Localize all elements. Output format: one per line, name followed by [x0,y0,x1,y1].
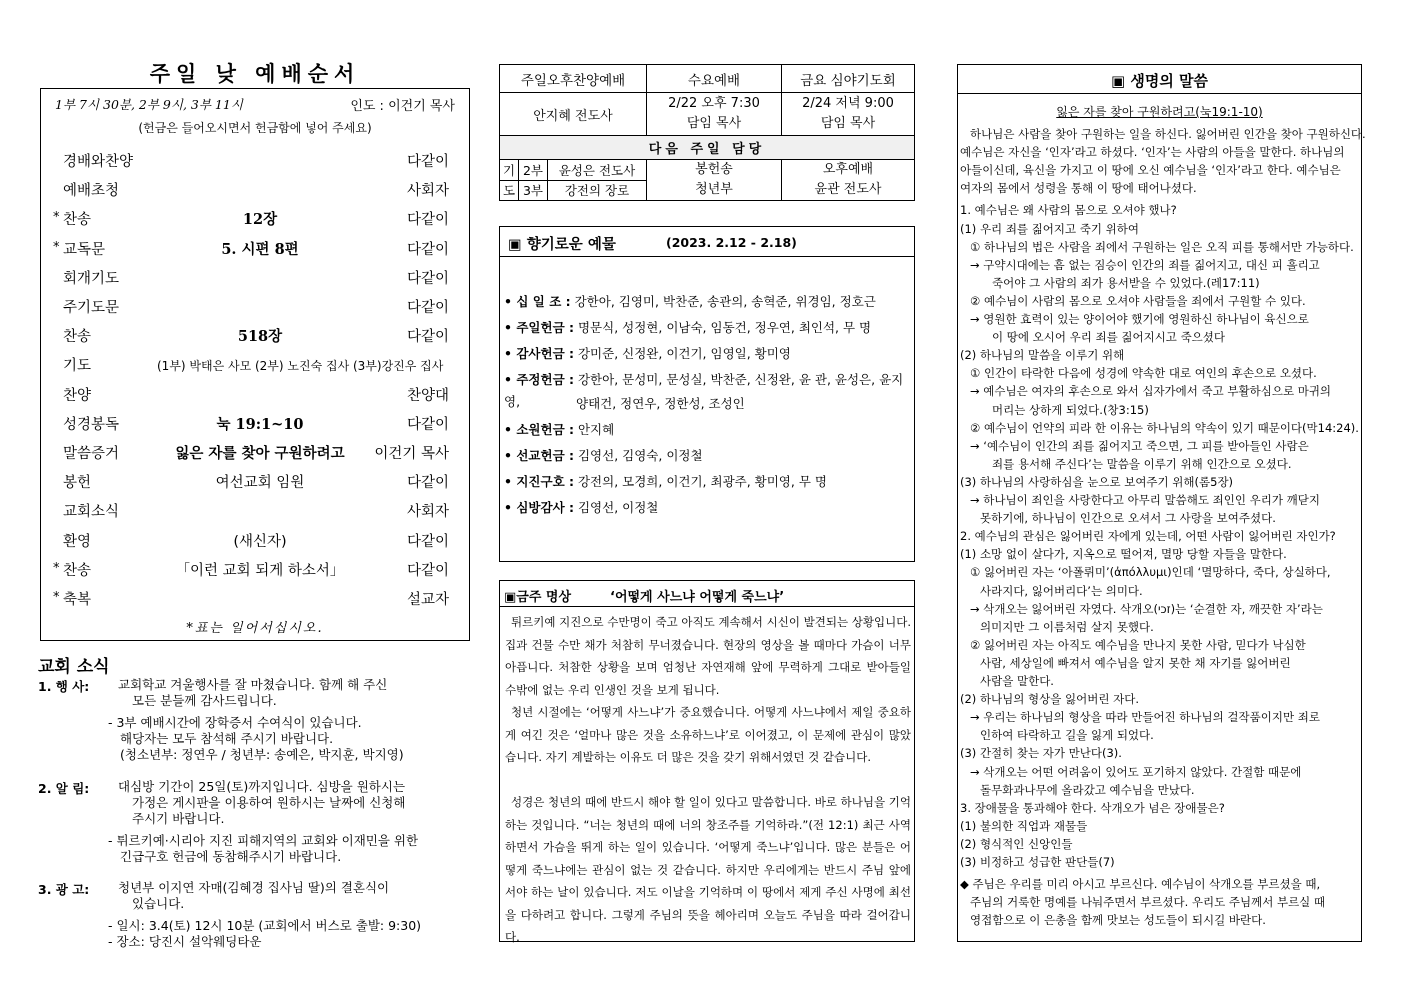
sermon-line: 죄를 용서해 주신다’는 말씀을 이루기 위해 인간으로 오셨다. [992,456,1292,471]
prayer-label-1: 기 [500,160,519,180]
order-item-performer: 다같이 [406,329,449,346]
news-sub-line: - 튀르키예·시리아 지진 피해지역의 교회와 이재민을 위한 [108,833,419,848]
order-row [49,585,453,614]
offering-label: • 감사헌금 : [504,346,574,361]
schedule-header: 금요 심야기도회 [782,65,915,93]
order-item-name: 찬양 [63,387,92,404]
offering-row [504,343,909,365]
order-item-name: 축복 [63,592,92,608]
sermon-line: ① 잃어버린 자는 ‘아폴뤼미’(ἀπόλλυμι)인데 ‘멸망하다, 죽다, 상실하다, [970,565,1331,580]
order-item-name: 봉헌 [63,475,92,492]
news-sub-line: 해당자는 모두 참석해 주시기 바랍니다. [120,731,334,746]
word-of-life-title: ▣ 생명의 말씀 [958,65,1361,94]
prayer-label-2: 도 [500,180,519,200]
order-item-detail: 518장 [237,328,283,346]
offering-names: 안지혜 [574,422,615,437]
offerings-title: ▣ 향기로운 예물 [508,237,616,253]
sermon-line: (1) 우리 죄를 짊어지고 죽기 위하여 [960,221,1139,236]
order-row [49,497,453,526]
prayer-2: 윤성은 전도사 [558,162,636,178]
sermon-line: 인하여 타락하고 길을 잃게 되었다. [980,728,1154,743]
sermon-line: 사람을 말한다. [980,674,1054,688]
order-row [49,322,453,351]
news-item-head: 1. 행 사: [38,679,90,694]
sermon-line: 사람, 세상일에 빠져서 예수님을 알지 못한 채 자기를 잃어버린 [980,655,1291,670]
stand-marker: * [53,590,60,605]
schedule-header: 주일오후찬양예배 [500,65,647,93]
offering-label: • 심방감사 : [504,500,574,515]
order-item-performer: 찬양대 [406,387,449,404]
news-item-line: 있습니다. [132,896,185,911]
order-item-performer: 이건기 목사 [374,446,449,462]
service-2: 2부 [519,160,548,180]
order-row [49,439,453,468]
order-item-performer: 다같이 [406,154,449,170]
stand-note: *표는 일어서십시오. [186,621,324,636]
order-row [49,264,453,293]
evening-worship-label: 오후예배 [822,162,874,177]
sermon-line: 아들이신데, 육신을 가지고 이 땅에 오신 예수님을 ‘인자’라고 한다. 예수님은 [960,163,1341,178]
order-row [49,381,453,410]
sermon-line: 의미지만 그 이름처럼 살지 못했다. [980,619,1154,634]
sermon-line: 예수님은 자신을 ‘인자’라고 하셨다. ‘인자’는 사람의 아들을 말한다. 하나님의 [960,145,1345,160]
evening-worship-value: 윤관 전도사 [814,182,882,197]
order-item-performer: 사회자 [406,183,449,200]
order-item-performer: 다같이 [406,416,449,433]
order-item-name: 찬송 [63,562,92,579]
order-row [49,410,453,439]
worship-order-title: 주일 낮 예배순서 [149,62,361,86]
sermon-line: 머리는 상하게 되었다.(창3:15) [992,402,1149,417]
wednesday-leader: 담임 목사 [686,116,742,131]
wednesday-time: 2/22 오후 7:30 [668,96,760,111]
offering-label: • 주일헌금 : [504,320,574,335]
word-of-life-box [957,64,1366,942]
service-3: 3부 [519,180,548,200]
sermon-line: → 삭개오는 잃어버린 자였다. 삭개오(זכי)는 ‘순결한 자, 깨끗한 자’라는 [970,601,1323,616]
order-item-performer: 다같이 [406,475,449,492]
sermon-line: → ‘예수님이 인간의 죄를 짊어지고 죽으면, 그 피를 받아들인 사람은 [970,438,1309,453]
meditation-paragraph: 성경은 청년의 때에 반드시 해야 할 일이 있다고 말씀합니다. 바로 하나님을 기억하는 것입니다. “너는 청년의 때에 너의 창조주를 기억하라.”(전 12:1) 최근 사역하면서 가슴을 뛰게 하는 일이 있습니다. ‘어떻게 죽느냐’입니다. 많은 분들은 어떻게 죽느냐에는 관심이 없는 것 같습니다. 하지만 우리에게는 반드시 주님 앞에 서야 하는 날이 있습니다. 저도 이날을 기억하며 이 땅에서 제게 주신 사명에 최선을 다하려고 합니다. 그렇게 주님의 뜻을 헤아리며 오늘도 주님을 따라 걸어갑니다. [505,795,911,944]
sermon-line: (1) 소망 없이 살다가, 지옥으로 떨어져, 멸망 당할 자들을 말한다. [960,547,1287,562]
order-row [49,147,453,176]
sermon-line: 이 땅에 오시어 우리 죄를 짊어지시고 죽으셨다 [992,330,1226,345]
offering-names: 강미준, 신정완, 이건기, 임영일, 황미영 [574,346,791,361]
offering-song-duty [647,160,782,201]
order-item-name: 주기도문 [63,300,120,316]
news-sub-line: - 일시: 3.4(토) 12시 10분 (교회에서 버스로 출발: 9:30) [108,918,422,933]
prayer-3: 강전의 장로 [548,180,647,200]
meditation-header [500,581,914,607]
meditation-box [499,580,915,942]
order-item-detail: (새신자) [233,533,287,550]
friday-prayer [782,93,915,136]
next-sunday-title: 다음 주일 담당 [500,136,915,160]
order-item-detail: 12장 [242,211,278,229]
order-item-performer: 다같이 [406,533,449,550]
sermon-line: → 예수님은 여자의 후손으로 와서 십자가에서 죽고 부활하심으로 마귀의 [970,384,1332,399]
sermon-line: 죽어야 그 사람의 죄가 용서받을 수 있었다.(레17:11) [992,275,1260,290]
offering-row [504,291,909,313]
schedule-header: 수요예배 [647,65,782,93]
news-sub-line: (청소년부: 정연우 / 청년부: 송예은, 박지훈, 박지영) [120,747,404,762]
stand-marker: * [53,239,60,255]
sermon-line: ② 예수님이 언약의 피라 한 이유는 하나님의 약속이 있기 때문이다(막14:24). [970,420,1359,435]
news-item-line: 청년부 이지연 자매(김혜경 집사님 딸)의 결혼식이 [118,880,390,895]
sermon-title: 잃은 자를 찾아 구원하려고(눅19:1-10) [1056,105,1263,119]
meditation-title: ‘어떻게 사느냐 어떻게 죽느냐’ [610,590,785,605]
news-item-line: 모든 분들께 감사드립니다. [132,693,277,708]
sermon-line: → 우리는 하나님의 형상을 따라 만들어진 하나님의 걸작품이지만 죄로 [970,710,1320,725]
sermon-line: ◆ 주님은 우리를 미리 아시고 부르신다. 예수님이 삭개오를 부르셨을 때, [960,877,1321,892]
order-item-detail: 눅 19:1~10 [216,415,304,433]
afternoon-worship-leader: 안지혜 전도사 [500,93,647,136]
news-item-head: 3. 광 고: [38,882,90,897]
order-row [49,351,453,380]
meditation-paragraph: 튀르키예 지진으로 수만명이 죽고 아직도 계속해서 시신이 발견되는 상황입니다. 집과 건물 수만 채가 처참히 무너졌습니다. 현장의 영상을 볼 때마다 가슴이 너무 아픕니다. 처참한 상황을 보며 엄청난 자연재해 앞에 무력하게 그대로 받아들일 수밖에 없는 우리 인생인 것을 보게 됩니다. [505,615,911,697]
offering-song-label: 봉헌송 [695,162,733,177]
order-item-performer: 다같이 [406,270,449,287]
order-item-name: 기도 [63,358,92,375]
order-item-name: 찬송 [63,212,92,229]
order-item-name: 찬송 [63,329,92,346]
prayer-duty [500,160,647,201]
order-row [49,235,453,264]
news-item-line: 주시기 바랍니다. [132,811,225,826]
offering-row-cont: 양태건, 정연우, 정한성, 조성인 [576,396,745,411]
sermon-line: (2) 형식적인 신앙인들 [960,836,1073,851]
offering-names: 강전의, 모경희, 이건기, 최광주, 황미영, 무 명 [574,474,827,489]
offering-names: 강한아, 김영미, 박찬준, 송관의, 송혁준, 위경임, 정호근 [570,294,876,309]
order-row [49,556,453,585]
order-item-detail: 여선교회 임원 [215,475,305,492]
offering-row [504,419,909,441]
order-item-performer: 설교자 [406,592,449,608]
sermon-line: → 삭개오는 어떤 어려움이 있어도 포기하지 않았다. 간절함 때문에 [970,764,1302,779]
order-row [49,468,453,497]
offering-label: • 주정헌금 : [504,372,574,387]
order-item-name: 교회소식 [63,504,120,521]
schedule-table [499,64,915,201]
order-item-name: 회개기도 [63,270,120,287]
order-item-detail: 「이런 교회 되게 하소서」 [175,562,345,579]
sermon-line: 3. 장애물을 통과해야 한다. 삭개오가 넘은 장애물은? [960,800,1225,815]
order-row [49,527,453,556]
order-row [49,205,453,234]
sermon-line: (3) 비정하고 성급한 판단들(7) [960,855,1115,869]
news-sub-line: - 장소: 당진시 설악웨딩타운 [108,934,262,949]
offering-names: 김영선, 이정철 [574,500,659,515]
news-item-line: 대심방 기간이 25일(토)까지입니다. 심방을 원하시는 [118,779,406,794]
stand-marker: * [53,560,60,576]
sermon-line: 하나님은 사람을 찾아 구원하는 일을 하신다. 잃어버린 인간을 찾아 구원하신다. [970,127,1366,141]
news-item-line: 교회학교 겨울행사를 잘 마쳤습니다. 함께 해 주신 [118,677,388,692]
friday-time: 2/24 저녁 9:00 [802,96,894,111]
offering-row [504,497,909,519]
worship-leader: 인도 : 이건기 목사 [350,99,455,114]
friday-leader: 담임 목사 [820,116,876,131]
order-row [49,293,453,322]
offering-note: (헌금은 들어오시면서 헌금함에 넣어 주세요) [138,121,372,135]
order-item-name: 경배와찬양 [63,154,134,170]
meditation-label: ▣금주 명상 [504,590,572,605]
sermon-line: (1) 불의한 직업과 재물들 [960,818,1088,833]
sermon-line: (2) 하나님의 형상을 잃어버린 자다. [960,692,1139,707]
sermon-line: 여자의 몸에서 성령을 통해 이 땅에 태어나셨다. [960,181,1197,196]
sermon-line: (3) 하나님의 사랑하심을 눈으로 보여주기 위해(롬5장) [960,474,1234,489]
sermon-line: 못하기에, 하나님이 인간으로 오셔서 그 사랑을 보여주셨다. [980,511,1276,526]
offering-label: • 십 일 조 : [504,294,571,309]
order-item-name: 환영 [63,533,92,550]
prayer-leaders: (1부) 박태은 사모 (2부) 노진숙 집사 (3부)강진우 집사 [157,359,444,374]
sermon-line: ① 하나님의 법은 사람을 죄에서 구원하는 일은 오직 피를 통해서만 가능하다. [970,239,1354,254]
offerings-header [500,227,914,257]
news-sub-line: - 3부 예배시간에 장학증서 수여식이 있습니다. [108,715,362,730]
sermon-line: 사라지다, 잃어버리다’는 의미다. [980,583,1143,598]
worship-order-box [40,88,470,641]
sermon-line: 영접함으로 이 은총을 함께 맛보는 성도들이 되시길 바란다. [970,913,1266,928]
offering-names: 명문식, 성정현, 이남숙, 임동건, 정우연, 최인석, 무 명 [574,320,872,335]
offerings-box [499,226,915,562]
order-item-name: 예배초청 [63,183,120,200]
order-item-performer: 다같이 [406,241,449,258]
order-item-detail: 5. 시편 8편 [221,240,299,258]
sermon-line: 주님의 거룩한 명예를 나눠주면서 부르셨다. 우리도 주님께서 부르실 때 [970,895,1326,910]
offering-names: 강한아, 문성미, 문성실, 박찬준, 신정완, 윤 관, 윤성은, 윤지영, [504,372,904,409]
news-item-head: 2. 알 림: [38,781,90,796]
news-item-line: 가정은 게시판을 이용하여 원하시는 날짜에 신청해 [132,795,406,810]
offering-label: • 소원헌금 : [504,422,574,437]
wednesday-worship [647,93,782,136]
order-item-name: 성경봉독 [63,416,120,433]
sermon-line: 2. 예수님의 관심은 잃어버린 자에게 있는데, 어떤 사람이 잃어버린 자인가? [960,529,1336,544]
offering-names: 김영선, 김영숙, 이정철 [574,448,703,463]
order-item-performer: 사회자 [406,504,449,521]
sermon-line: ② 잃어버린 자는 아직도 예수님을 만나지 못한 사람, 믿다가 낙심한 [970,637,1306,652]
sermon-line: 1. 예수님은 왜 사람의 몸으로 오셔야 했나? [960,203,1177,218]
offering-song-value: 청년부 [695,182,733,197]
sermon-line: (3) 간절히 찾는 자가 만난다(3). [960,746,1122,761]
sermon-line: ① 인간이 타락한 다음에 성경에 약속한 대로 여인의 후손으로 오셨다. [970,366,1317,381]
church-news-title: 교회 소식 [38,657,110,677]
offering-row [504,471,909,493]
news-sub-line: 긴급구호 헌금에 동참해주시기 바랍니다. [120,849,342,864]
service-times: 1부 7시 30분, 2부 9시, 3부 11시 [55,97,243,112]
sermon-line: (2) 하나님의 말씀을 이루기 위해 [960,348,1125,363]
sermon-line: ② 예수님이 사람의 몸으로 오셔야 사람들을 죄에서 구원할 수 있다. [970,293,1306,308]
order-item-name: 말씀증거 [63,446,120,462]
offering-label: • 선교헌금 : [504,448,574,463]
order-item-performer: 다같이 [406,300,449,316]
stand-marker: * [53,210,60,226]
meditation-paragraph: 청년 시절에는 ‘어떻게 사느냐’가 중요했습니다. 어떻게 사느냐에서 제일 중요하게 여긴 것은 ‘얼마나 많은 것을 소유하느냐’로 이어졌고, 이 문제에 관심이 많았습니다. 자기 계발하는 이유도 더 많은 것을 갖기 위해서였던 것 같습니다. [505,705,911,764]
sermon-line: → 영원한 효력이 있는 양이어야 했기에 영원하신 하나님이 육신으로 [970,312,1309,326]
offering-row [504,445,909,467]
order-item-name: 교독문 [63,241,106,258]
offering-label: • 지진구호 : [504,474,574,489]
sermon-line: → 하나님이 죄인을 사랑한다고 아무리 말씀해도 죄인인 우리가 깨닫지 [970,493,1320,507]
evening-worship-duty [782,160,915,201]
sermon-line: → 구약시대에는 흠 없는 짐승이 인간의 죄를 짊어지고, 대신 피 흘리고 [970,257,1320,272]
order-item-performer: 다같이 [406,212,449,229]
order-item-detail: 잃은 자를 찾아 구원하려고 [175,445,345,462]
order-item-performer: 다같이 [406,562,449,579]
order-row [49,176,453,205]
offering-row [504,317,909,339]
sermon-line: 돌무화과나무에 올라갔고 예수님을 만났다. [980,782,1195,797]
offerings-dates: (2023. 2.12 - 2.18) [666,235,797,250]
